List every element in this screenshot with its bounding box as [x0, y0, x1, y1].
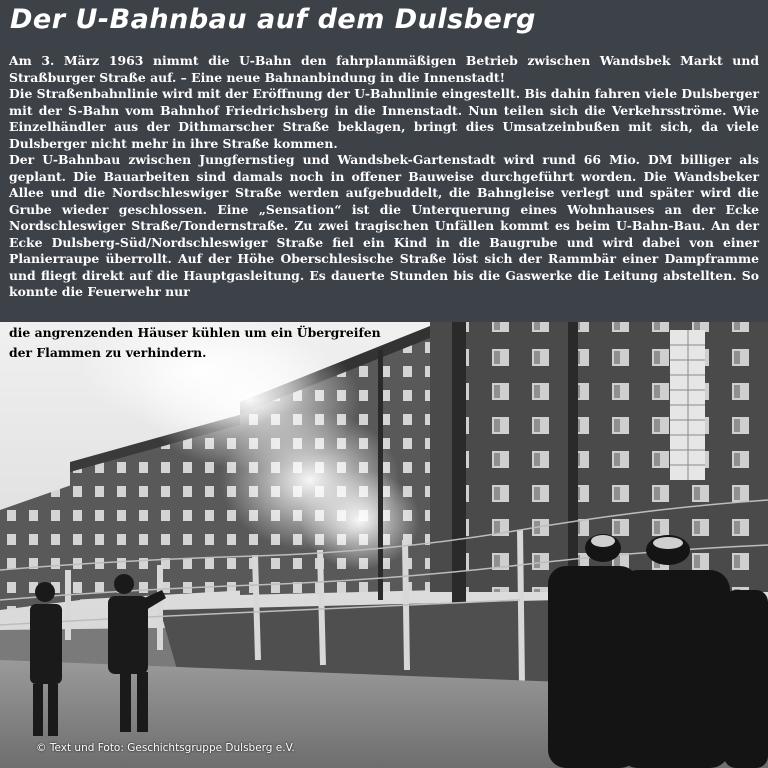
paragraph: Die Straßenbahnlinie wird mit der Eröffnung der U-Bahnlinie eingestellt. Bis dahin fahren viele Dulsberger mit der S-Bahn vom Bahnhof Friedrichsberg in die Innenstadt. Nun teilen sich die Verkehrsströme. Wie Einzelhändler aus der Dithmarscher Straße beklagen, bringt dies Umsatzeinbußen mit sich, da viele Dulsberger nicht mehr in ihre Straße kommen. [9, 86, 759, 151]
body-text [9, 53, 759, 301]
text-panel [0, 0, 768, 322]
body-text-continuation [9, 323, 381, 363]
photo-credit: © Text und Foto: Geschichtsgruppe Dulsberg e.V. [36, 742, 295, 754]
text-line: der Flammen zu verhindern. [9, 345, 207, 360]
text-line: die angrenzenden Häuser kühlen um ein Übergreifen [9, 325, 381, 340]
paragraph: Der U-Bahnbau zwischen Jungfernstieg und Wandsbek-Gartenstadt wird rund 66 Mio. DM billiger als geplant. Die Bauarbeiten sind damals noch in offener Bauweise durchgeführt worden. Die Wandsbeker Allee und die Nordschleswiger Straße werden aufgebuddelt, die Bahngleise verlegt und später wird die Grube wieder geschlossen. Eine „Sensation“ ist die Unterquerung eines Wohnhauses an der Ecke Nordschleswiger Straße/Tondernstraße. Zu zwei tragischen Unfällen kommt es beim U-Bahn-Bau. An der Ecke Dulsberg-Süd/Nordschleswiger Straße fiel ein Kind in die Baugrube und wird dabei von einer Planierraupe überrollt. Auf der Höhe Oberschlesische Straße löst sich der Rammbär einer Dampframme und fliegt direkt auf die Hauptgasleitung. Es dauerte Stunden bis die Gaswerke die Leitung abstellten. So konnte die Feuerwehr nur [9, 152, 759, 299]
poster-title: Der U-Bahnbau auf dem Dulsberg [10, 4, 536, 35]
paragraph: Am 3. März 1963 nimmt die U-Bahn den fahrplanmäßigen Betrieb zwischen Wandsbek Markt und Straßburger Straße auf. – Eine neue Bahnanbindung in die Innenstadt! [9, 53, 759, 85]
